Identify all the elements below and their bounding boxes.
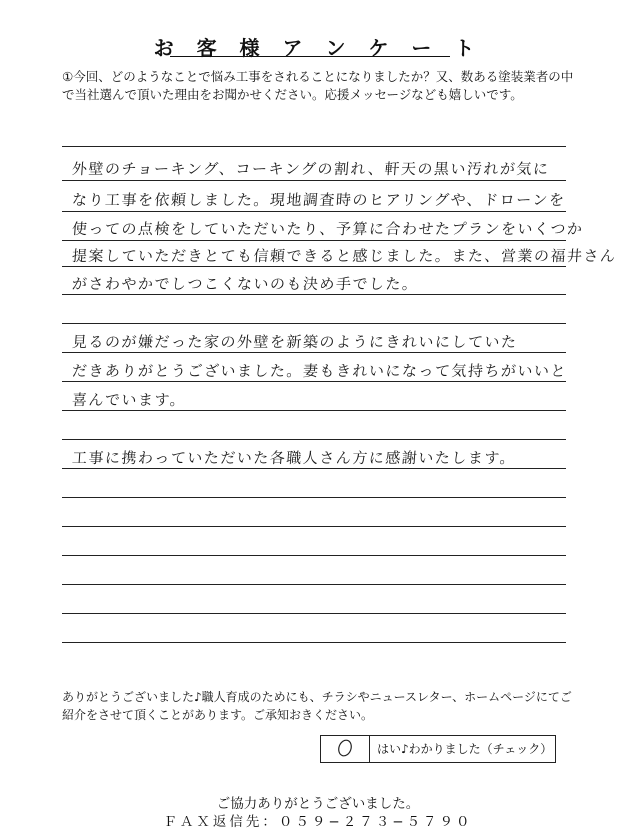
handwritten-line: がさわやかでしつこくないのも決め手でした。: [71, 275, 420, 293]
answer-rule: [62, 497, 566, 498]
answer-rule: [62, 410, 566, 411]
answer-rule: [62, 180, 566, 181]
answer-rule: [62, 584, 566, 585]
answer-rule: [62, 352, 566, 353]
answer-rule: [62, 323, 566, 324]
title-underline: [170, 56, 450, 57]
handwritten-line: だきありがとうございました。妻もきれいになって気持ちがいいと: [71, 362, 568, 380]
answer-rule: [62, 146, 566, 147]
fax-number: ＦＡＸ返信先：０５９−２７３−５７９０: [163, 814, 473, 830]
consent-label: はい♪わかりました（チェック）: [377, 742, 553, 756]
handwritten-line: なり工事を依頼しました。現地調査時のヒアリングや、ドローンを: [71, 191, 567, 209]
thanks-text: ご協力ありがとうございました。: [216, 796, 420, 812]
answer-rule: [62, 266, 566, 267]
closing-note: ありがとうございました♪職人育成のためにも、チラシやニュースレター、ホームページにてご紹介をさせて頂くことがあります。ご承知おきください。: [62, 690, 572, 722]
answer-rule: [62, 555, 566, 556]
answer-rule: [62, 526, 566, 527]
handwritten-line: 外壁のチョーキング、コーキングの割れ、軒天の黒い汚れが気に: [71, 160, 551, 178]
consent-checkbox[interactable]: [321, 736, 370, 762]
handwritten-line: 見るのが嫌だった家の外壁を新築のようにきれいにしていた: [71, 333, 519, 351]
handwritten-line: 工事に携わっていただいた各職人さん方に感謝いたします。: [71, 449, 517, 467]
handwritten-line: 提案していただきとても信頼できると感じました。また、営業の福井さん: [71, 247, 618, 265]
handwritten-line: 使っての点検をしていただいたり、予算に合わせたプランをいくつか: [71, 220, 585, 238]
page-title: お 客 様 ア ン ケ ー ト: [153, 36, 483, 60]
circle-check-icon: [335, 738, 355, 758]
answer-rule: [62, 381, 566, 382]
answer-rule: [62, 240, 566, 241]
handwritten-line: 喜んでいます。: [71, 391, 187, 409]
answer-rule: [62, 642, 566, 643]
answer-rule: [62, 439, 566, 440]
answer-rule: [62, 211, 566, 212]
question-text: ①今回、どのようなことで悩み工事をされることになりましたか？又、数ある塗装業者の中で当社選んで頂いた理由をお聞かせください。応援メッセージなども嬉しいです。: [62, 69, 574, 102]
consent-checkbox-row[interactable]: [320, 735, 556, 763]
answer-rule: [62, 613, 566, 614]
answer-rule: [62, 468, 566, 469]
answer-rule: [62, 294, 566, 295]
